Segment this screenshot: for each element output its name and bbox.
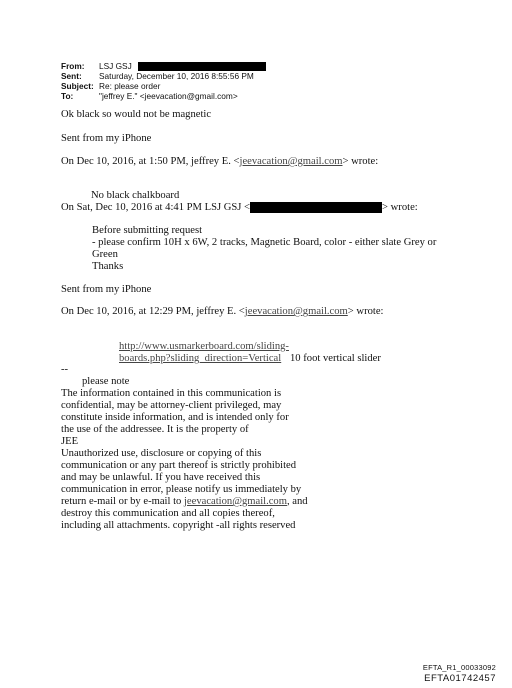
email-link[interactable]: jeevacation@gmail.com (183, 496, 287, 507)
redaction-box (250, 202, 382, 213)
reply-line: Ok black so would not be magnetic (61, 109, 212, 120)
slider-text: 10 foot vertical slider (290, 353, 381, 364)
bates-number: EFTA01742457 (424, 673, 496, 684)
subject-value: Re: please order (99, 81, 161, 91)
disclaimer-line: communication in error, please notify us immediately by (61, 484, 302, 495)
email-link[interactable]: jeevacation@gmail.com (239, 156, 343, 167)
document-id: EFTA_R1_00033092 (422, 663, 496, 672)
signature: Sent from my iPhone (61, 284, 152, 295)
sent-label: Sent: (61, 71, 82, 81)
please-note: please note (82, 376, 130, 387)
to-value: "jeffrey E." <jeevacation@gmail.com> (99, 91, 238, 101)
signature: Sent from my iPhone (61, 133, 152, 144)
disclaimer-line: JEE (61, 436, 79, 447)
request-line-4: Thanks (92, 261, 124, 272)
subject-label: Subject: (61, 81, 94, 91)
url-link-line-1[interactable]: http://www.usmarkerboard.com/sliding- (119, 341, 289, 352)
disclaimer-line: Unauthorized use, disclosure or copying of this (61, 448, 262, 459)
email-link[interactable]: jeevacation@gmail.com (244, 306, 348, 317)
request-line-2: - please confirm 10H x 6W, 2 tracks, Magnetic Board, color - either slate Grey or (92, 237, 437, 248)
quote-header-2: On Sat, Dec 10, 2016 at 4:41 PM LSJ GSJ < > wrote: (61, 202, 418, 213)
disclaimer-line: confidential, may be attorney-client privileged, may (61, 400, 282, 411)
disclaimer-line: the use of the addressee. It is the property of (61, 424, 249, 435)
disclaimer-line: including all attachments. copyright -all rights reserved (61, 520, 296, 531)
disclaimer-line: and may be unlawful. If you have received this (61, 472, 261, 483)
from-label: From: (61, 61, 85, 71)
from-value: LSJ GSJ (99, 61, 266, 71)
disclaimer-line: constitute inside information, and is intended only for (61, 412, 289, 423)
request-line-3: Green (92, 249, 118, 260)
redaction-box (138, 62, 266, 71)
disclaimer-line: communication or any part thereof is strictly prohibited (61, 460, 297, 471)
disclaimer-line: destroy this communication and all copies thereof, (61, 508, 275, 519)
no-black-line: No black chalkboard (91, 190, 180, 201)
email-header (61, 61, 321, 103)
quote-header-1: On Dec 10, 2016, at 1:50 PM, jeffrey E. <jeevacation@gmail.com> wrote: (61, 156, 379, 167)
request-line-1: Before submitting request (92, 225, 203, 236)
to-label: To: (61, 91, 74, 101)
disclaimer-notify-line: return e-mail or by e-mail to jeevacation@gmail.com, and (61, 496, 308, 507)
url-link[interactable]: boards.php?sliding_direction=Vertical (119, 353, 282, 364)
quote-header-3: On Dec 10, 2016, at 12:29 PM, jeffrey E. <jeevacation@gmail.com> wrote: (61, 306, 384, 317)
disclaimer-line: The information contained in this communication is (61, 388, 282, 399)
sent-value: Saturday, December 10, 2016 8:55:56 PM (99, 71, 254, 81)
dashes: -- (61, 364, 69, 375)
url-link-line-2 (119, 353, 281, 365)
